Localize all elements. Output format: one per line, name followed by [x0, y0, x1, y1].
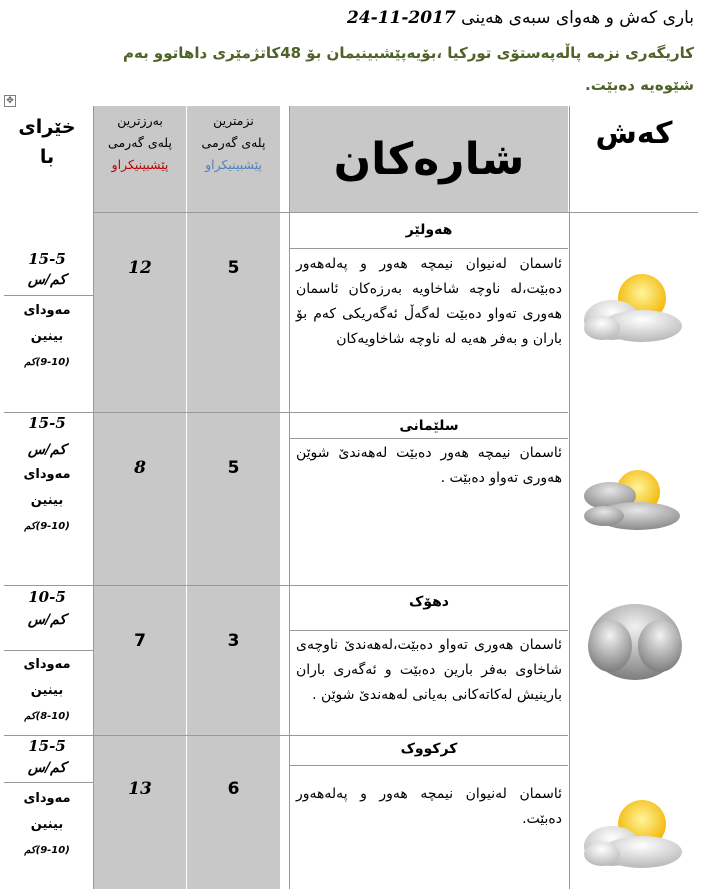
visibility-range: (9-10)کم: [24, 357, 70, 368]
min-temp-header: [187, 106, 280, 212]
page-title: [347, 8, 694, 28]
visibility-label: [4, 652, 90, 730]
city-name: کرکووک: [400, 741, 458, 757]
cities-column-header: شارەکان: [333, 133, 525, 185]
visibility-line1: مەودای: [23, 791, 71, 806]
title-text: باری کەش و هەوای سبەی هەینی: [461, 8, 694, 28]
wind-speed-unit: کم/س: [27, 612, 67, 628]
grid-line: [4, 412, 568, 413]
min-temp-value: 5: [227, 258, 240, 278]
forecast-description: ئاسمان هەوری تەواو دەبێت،لەهەندێ ناوچەی شاخاوی بەفر بارین دەبێت و ئەگەری باران بارینیش لەکاتەکانی بەیانی لەهەندێ شوێن .: [296, 637, 562, 703]
sun-behind-cloud-icon: [580, 268, 690, 352]
table-move-handle-icon[interactable]: ✥: [4, 95, 16, 107]
grid-line: [4, 782, 93, 783]
max-temp-header: [94, 106, 186, 212]
visibility-range: (9-10)کم: [24, 845, 70, 856]
visibility-line1: مەودای: [23, 657, 71, 672]
wind-speed-unit: کم/س: [27, 442, 67, 458]
grid-line: [569, 106, 570, 889]
grid-line: [4, 295, 93, 296]
min-temp-value: 3: [227, 631, 240, 651]
sun-behind-cloud-icon: [580, 794, 690, 878]
city-name: سلێمانی: [399, 418, 459, 434]
wind-speed-value: 15-5: [28, 250, 66, 268]
subtitle-line-1: کاریگەری نزمە پاڵەپەستۆی تورکیا ،بۆیەپێشبینیمان بۆ 48کاتژمێری داهاتوو بەم: [122, 44, 694, 62]
max-temp-header-line2: پلەی گەرمی: [108, 135, 172, 150]
city-name: دهۆک: [408, 594, 449, 610]
max-temp-value: 13: [128, 779, 152, 799]
max-temp-value: 7: [134, 631, 146, 651]
forecast-description: ئاسمان لەنیوان نیمچە هەور و پەلەهەور دەبێت.: [296, 786, 562, 827]
grid-line: [290, 765, 568, 766]
visibility-label: [4, 786, 90, 864]
grid-line: [290, 248, 568, 249]
visibility-line2: بینین: [30, 683, 64, 698]
forecast-description: ئاسمان لەنیوان نیمچە هەور و پەلەهەور دەبێت،لە ناوچە شاخاویە بەرزەکان ئاسمان هەوری تەواو دەبێت لەگەڵ ئەگەریکی کەم بۆ باران و بەفر هەیە لە ناوچە شاخاویەکان: [296, 256, 562, 347]
visibility-line2: بینین: [30, 817, 64, 832]
wind-header-line2: با: [39, 146, 55, 168]
min-temp-header-line3: پێشبینیکراو: [205, 157, 262, 172]
visibility-line2: بینین: [30, 329, 64, 344]
subtitle-line-2: شێوەیە دەبێت.: [585, 76, 694, 94]
title-date: 24-11-2017: [347, 8, 456, 28]
sun-behind-grey-cloud-icon: [580, 458, 690, 542]
visibility-line1: مەودای: [23, 303, 71, 318]
grid-line: [290, 630, 568, 631]
forecast-description: ئاسمان نیمچە هەور دەبێت لەهەندێ شوێن هەوری تەواو دەبێت .: [296, 445, 562, 486]
visibility-line1: مەودای: [23, 467, 71, 482]
grid-line: [94, 212, 698, 213]
wind-speed-value: 15-5: [28, 414, 66, 432]
visibility-range: (8-10)کم: [24, 711, 70, 722]
max-temp-value: 8: [134, 458, 146, 478]
grid-line: [93, 106, 94, 889]
min-temp-column: [187, 106, 280, 889]
max-temp-header-line3: پێشبینیکراو: [111, 157, 169, 172]
wind-speed-unit: کم/س: [27, 272, 67, 288]
max-temp-header-line1: بەرزترین: [117, 113, 163, 128]
visibility-label: [4, 462, 90, 540]
grid-line: [290, 438, 568, 439]
grid-line: [4, 650, 93, 651]
wind-speed-value: 10-5: [28, 588, 66, 606]
wind-header-line1: خێرای: [18, 116, 76, 138]
grid-line: [4, 585, 568, 586]
grid-line: [4, 735, 568, 736]
wind-speed-unit: کم/س: [27, 760, 67, 776]
min-temp-header-line1: نزمترین: [213, 113, 254, 128]
wind-speed-value: 15-5: [28, 737, 66, 755]
wind-speed-header: [4, 112, 90, 172]
max-temp-column: [94, 106, 186, 889]
visibility-range: (9-10)کم: [24, 521, 70, 532]
min-temp-value: 5: [227, 458, 240, 478]
visibility-line2: بینین: [30, 493, 64, 508]
overcast-cloud-icon: [580, 596, 690, 688]
weather-column-header: کەش: [595, 116, 673, 151]
max-temp-value: 12: [128, 258, 152, 278]
city-name: هەولێر: [405, 222, 453, 238]
min-temp-header-line2: پلەی گەرمی: [201, 135, 266, 150]
min-temp-value: 6: [227, 779, 240, 799]
visibility-label: [4, 298, 90, 376]
